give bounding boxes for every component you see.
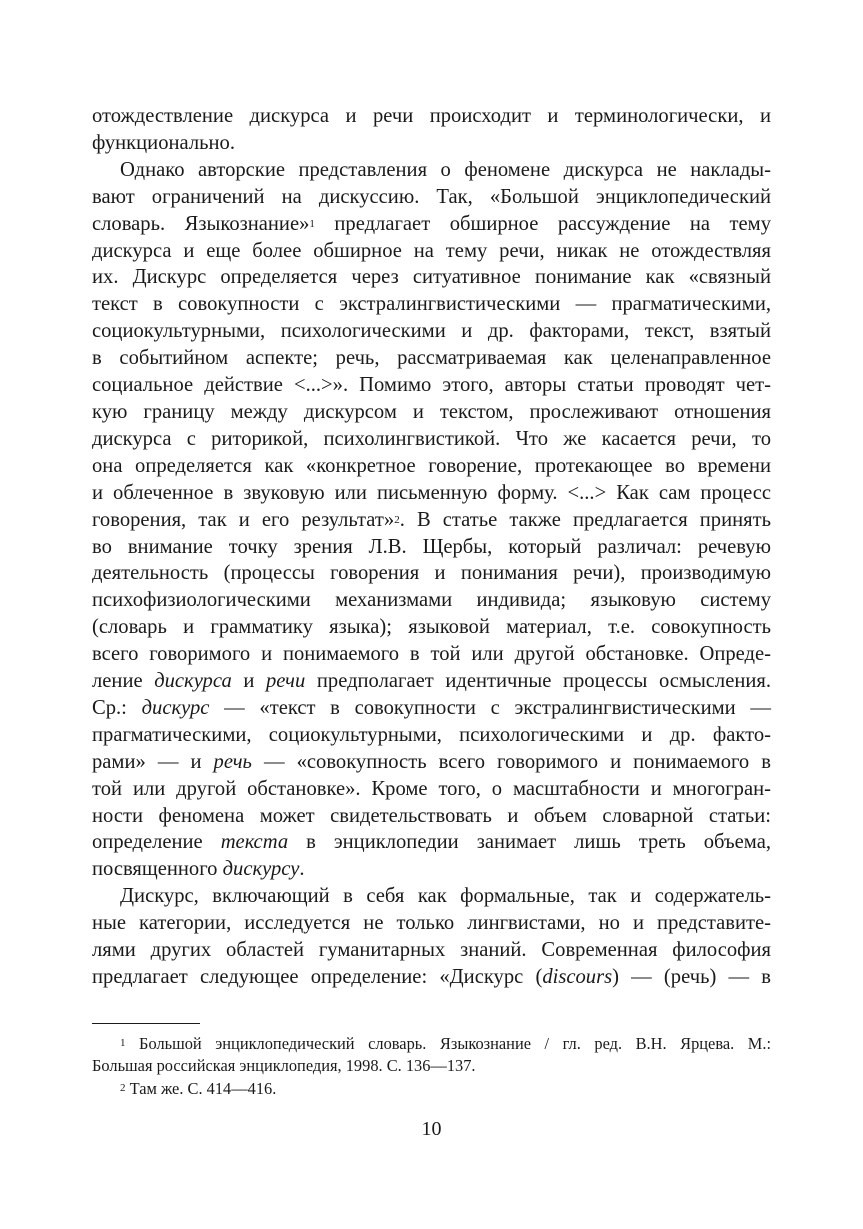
text-line [92,507,771,534]
paragraph-3 [92,883,771,991]
footnote-line: Большая российская энциклопедия, 1998. С. 136—137. [92,1056,476,1076]
text-line: их. Дискурс определяется через ситуативное понимание как «связный [92,266,771,289]
text-line: ности феномена может свидетельствовать и объем словарной статьи: [92,804,771,827]
text-line [92,695,771,722]
text-line: социальное действие <...>». Помимо этого, авторы статьи проводят чет- [92,374,771,397]
footnote-2 [92,1078,771,1100]
text-line: дискурса и еще более обширное на тему речи, никак не отождествляя [92,239,771,262]
footnote-separator [92,1023,200,1024]
paragraph-1 [92,103,771,157]
text-line: текст в совокупности с экстралингвистическими — прагматическими, [92,293,771,316]
text-span: ление [92,670,155,693]
footnote-line [92,1033,771,1055]
text-span: . В статье также предлагается принять [399,508,771,531]
text-line: отождествление дискурса и речи происходит и терминологически, и [92,105,771,127]
text-span: словарь. Языкознание» [92,212,310,235]
footnote-mark-1: 1 [120,1037,126,1049]
text-line: психофизиологическими механизмами индивида; языковую систему [92,589,771,612]
footnote-text: Там же. С. 414—416. [125,1078,277,1098]
italic-term: текста [220,831,289,854]
italic-term: discours [542,966,613,988]
text-line: вают ограничений на дискуссию. Так, «Большой энциклопедический [92,185,771,208]
text-line: всего говоримого и понимаемого в той или другой обстановке. Опреде- [92,643,771,666]
text-span: — «текст в совокупности с экстралингвистическими — [209,696,771,719]
text-line: она определяется как «конкретное говорение, протекающее во времени [92,454,771,477]
text-line: лями других областей гуманитарных знаний. Современная философия [92,939,771,962]
text-line: дискурса с риторикой, психолингвистикой. Что же касается речи, то [92,427,771,450]
text-span: рами» — и [92,750,214,773]
paragraph-2 [92,157,771,883]
text-span: . [299,858,305,881]
text-line: социокультурными, психологическими и др. факторами, текст, взятый [92,320,771,343]
text-line: (словарь и грамматику языка); языковой материал, т.е. совокупность [92,616,771,639]
text-span: посвященного [92,858,223,881]
footnote-1 [92,1033,771,1078]
footnote-mark-2: 2 [120,1081,126,1094]
footnotes [92,1033,771,1100]
italic-term: дискурса [154,670,232,693]
text-span: определение [92,831,221,854]
italic-term: дискурсу [222,858,300,881]
footnote-ref-1[interactable]: 1 [309,217,315,230]
text-line: во внимание точку зрения Л.В. Щербы, который различал: речевую [92,535,771,558]
text-span: говорения, так и его результат» [92,508,395,531]
text-line: и облеченное в звуковую или письменную форму. <...> Как сам процесс [92,481,771,504]
text-line [92,964,771,991]
text-line [92,829,771,856]
italic-term: речи [265,670,306,693]
italic-term: речь [213,750,252,773]
text-line: деятельность (процессы говорения и понимания речи), производимую [92,562,771,585]
text-line: функционально. [92,131,235,154]
footnote-text: Большой энциклопедический словарь. Языкознание / гл. ред. В.Н. Ярцева. М.: [125,1034,771,1053]
text-span: предлагает следующее определение: «Дискурс ( [92,966,543,988]
text-line: в событийном аспекте; речь, рассматриваемая как целенаправленное [92,347,771,370]
text-span: ) — (речь) — в [612,966,771,988]
page-number: 10 [421,1118,442,1140]
text-span: предполагает идентичные процессы осмысления. [305,670,771,693]
text-line: кую границу между дискурсом и текстом, прослеживают отношения [92,400,771,423]
text-line: Однако авторские представления о феномене дискурса не наклады- [120,158,771,181]
text-span: и [231,670,266,693]
text-line: Дискурс, включающий в себя как формальные, так и содержатель- [120,885,771,908]
italic-term: дискурс [141,696,210,719]
main-text [92,103,771,991]
text-line [92,211,771,238]
text-span: — «совокупность всего говоримого и понимаемого в [251,750,771,773]
text-span: Ср.: [92,696,142,719]
text-line: ные категории, исследуется не только лингвистами, но и представите- [92,912,771,935]
footnote-ref-2[interactable]: 2 [394,513,400,526]
text-line: той или другой обстановке». Кроме того, о масштабности и многогран- [92,777,771,800]
text-line: прагматическими, социокультурными, психологическими и др. факто- [92,723,771,746]
text-line [92,668,771,695]
text-span: предлагает обширное рассуждение на тему [314,212,772,235]
text-line [92,749,771,776]
text-line [92,856,771,883]
text-span: в энциклопедии занимает лишь треть объема, [288,831,771,854]
